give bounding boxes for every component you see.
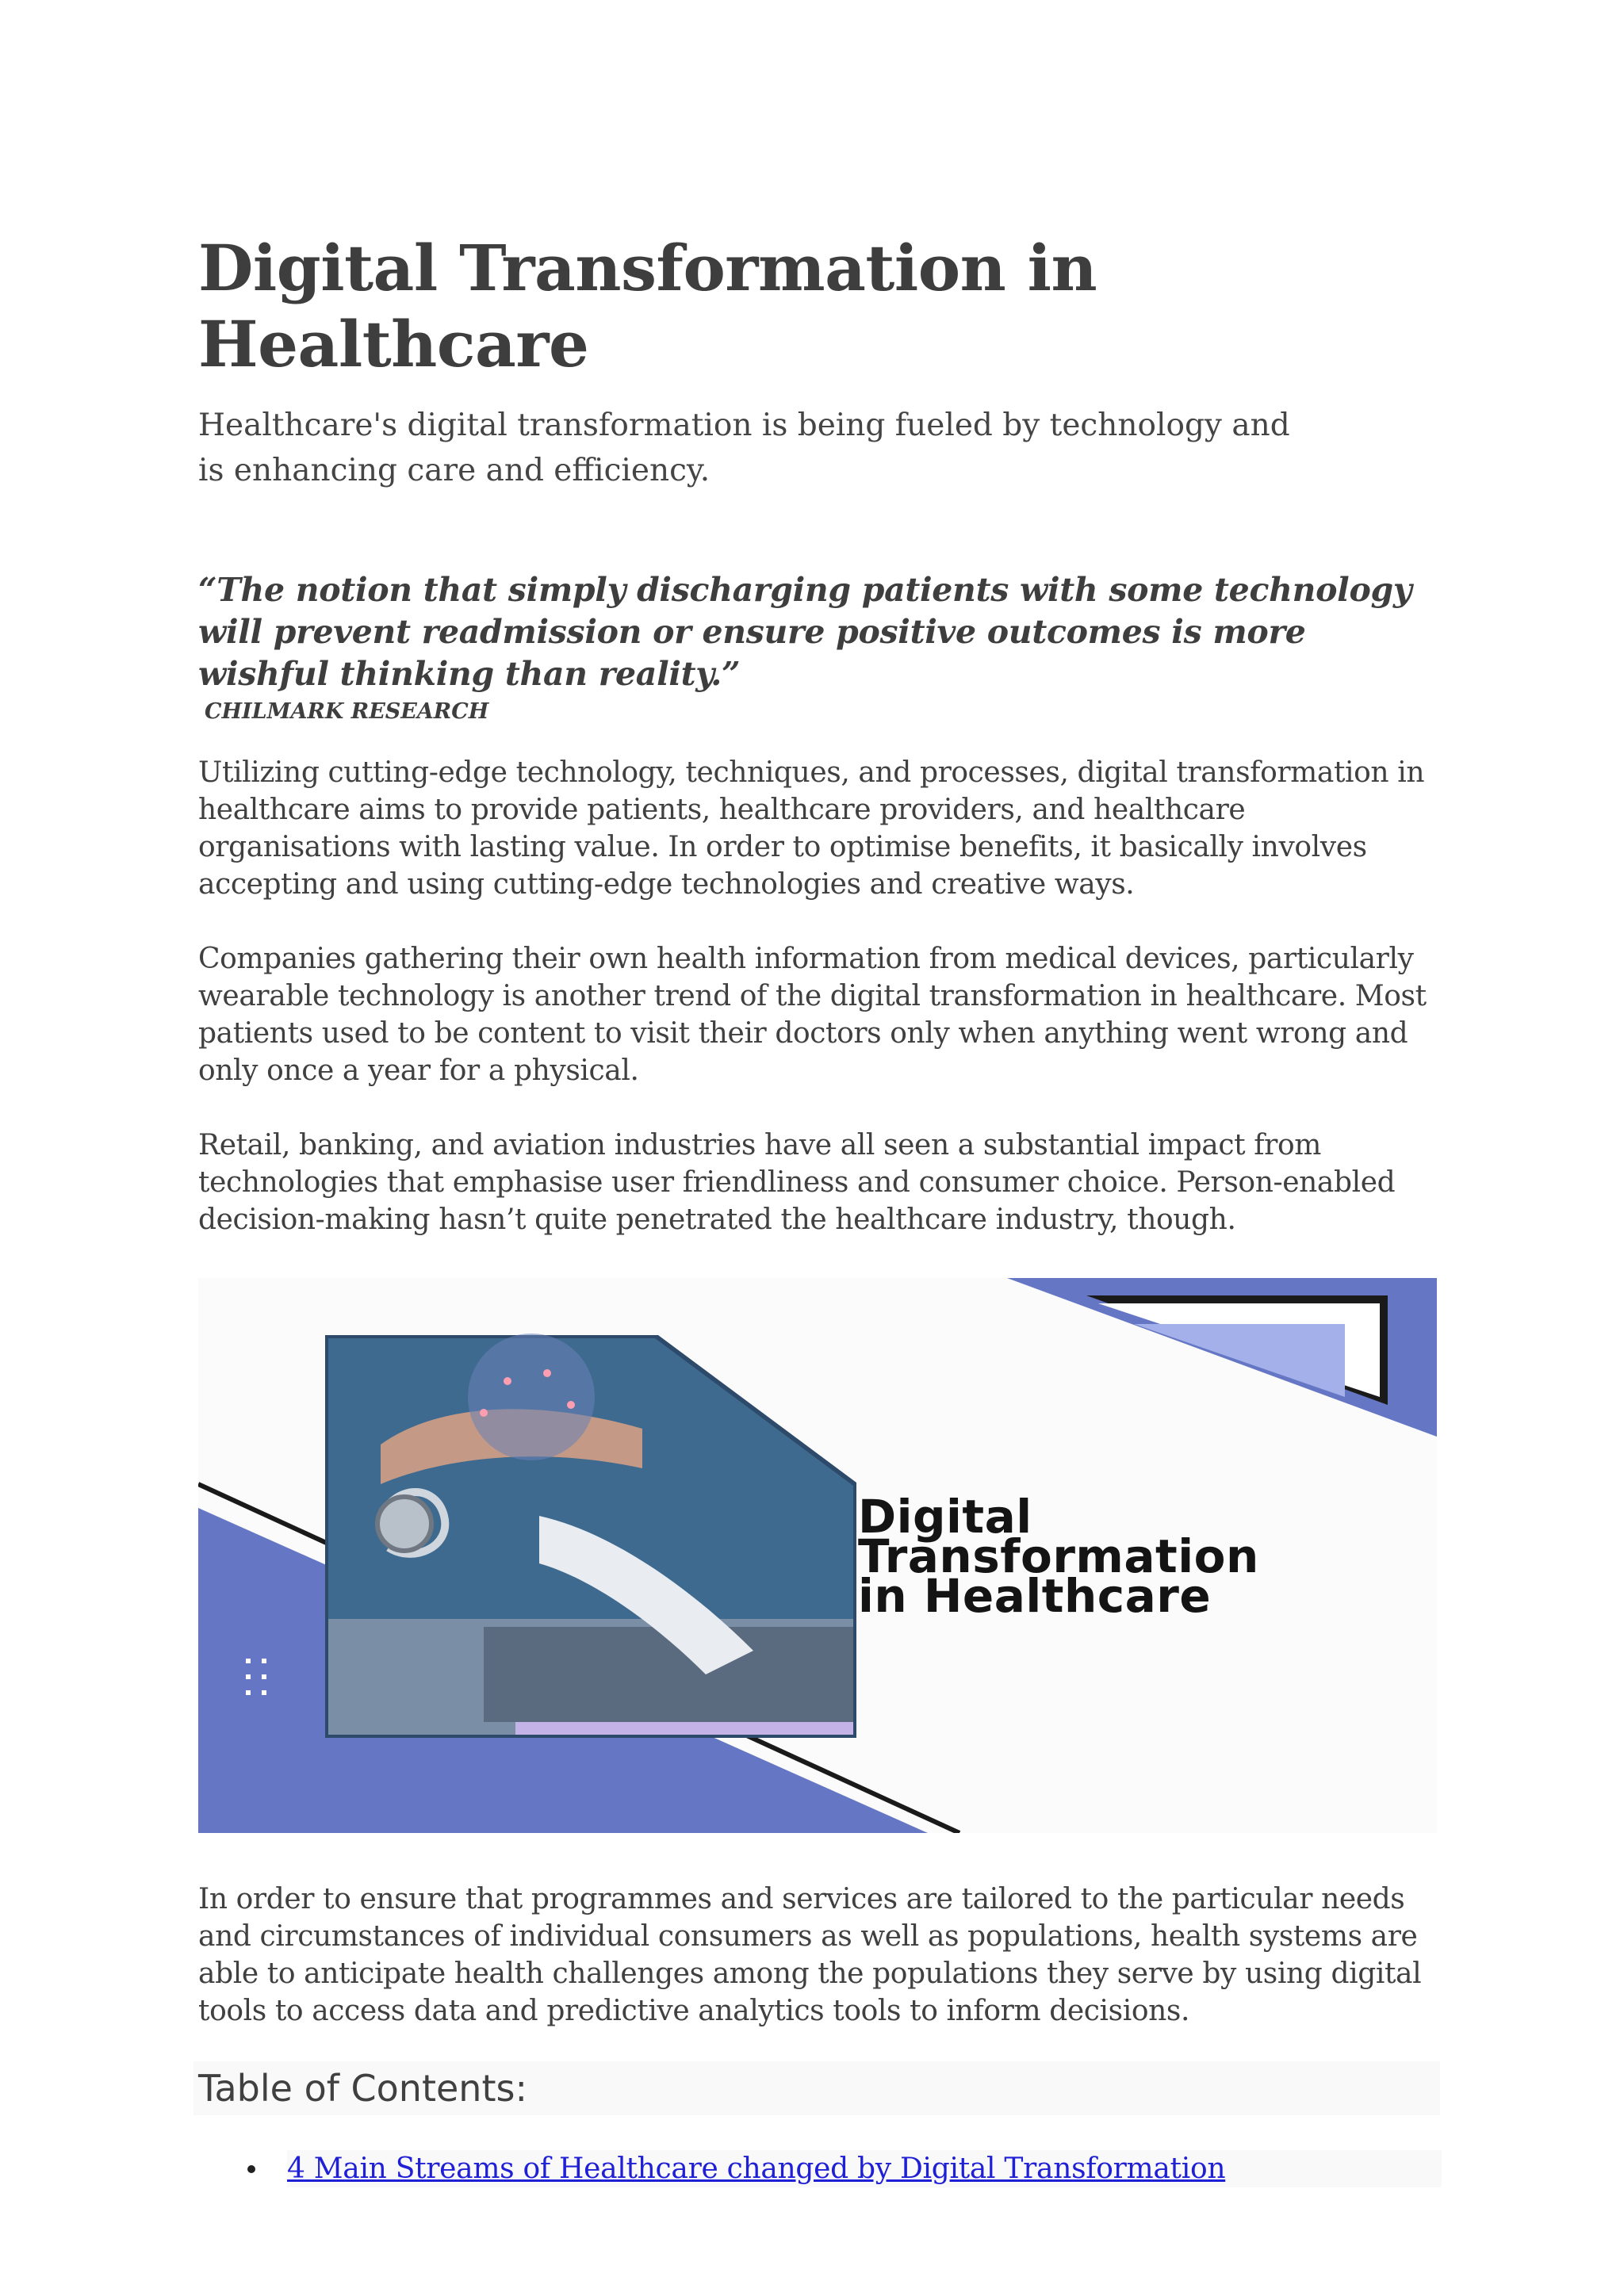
bullet-icon (247, 2165, 255, 2173)
hero-heading-line-2: Transformation (858, 1529, 1259, 1583)
pull-quote: “The notion that simply discharging patients with some technology will prevent readmission or ensure positive outcomes is more wishful thinking than reality.” (198, 571, 1412, 693)
toc-list (198, 2150, 1437, 2187)
page-title: Digital Transformation in Healthcare (198, 231, 1097, 381)
hero-heading-line-3: in Healthcare (858, 1569, 1212, 1623)
body-paragraph-4: In order to ensure that programmes and services are tailored to the particular needs and circumstances of individual consumers as well as populations, health systems are able to anticipate health challenges among the populations they serve by using digital tools to access data and predictive analytics tools to inform decisions. (198, 1883, 1422, 2027)
hero-corner-band (1396, 1278, 1437, 1437)
page-subtitle: Healthcare's digital transformation is being fueled by technology and is enhancing care and efficiency. (198, 408, 1290, 488)
hero-image (198, 1278, 1437, 1833)
toc-link-main-streams[interactable]: 4 Main Streams of Healthcare changed by Digital Transformation (287, 2152, 1226, 2185)
toc-item (287, 2150, 1442, 2187)
toc-heading: Table of Contents: (193, 2061, 1440, 2115)
article (198, 230, 1437, 2187)
body-paragraph-2: Companies gathering their own health information from medical devices, particularly wearable technology is another trend of the digital transformation in healthcare. Most patients used to be content to visit their doctors only when anything went wrong and only once a year for a physical. (198, 943, 1427, 1087)
hero-photo (325, 1334, 856, 1738)
hero-heading (858, 1490, 1259, 1623)
quote-source: CHILMARK RESEARCH (205, 699, 489, 724)
body-paragraph-1: Utilizing cutting-edge technology, techniques, and processes, digital transformation in healthcare aims to provide patients, healthcare providers, and healthcare organisations with lasting value. In order to optimise benefits, it basically involves accepting and using cutting-edge technologies and creative ways. (198, 756, 1425, 901)
hero-heading-line-1: Digital (858, 1490, 1032, 1544)
body-paragraph-3: Retail, banking, and aviation industries have all seen a substantial impact from technologies that emphasise user friendliness and consumer choice. Person-enabled decision-making hasn’t quite penetrated the healthcare industry, though. (198, 1129, 1396, 1236)
